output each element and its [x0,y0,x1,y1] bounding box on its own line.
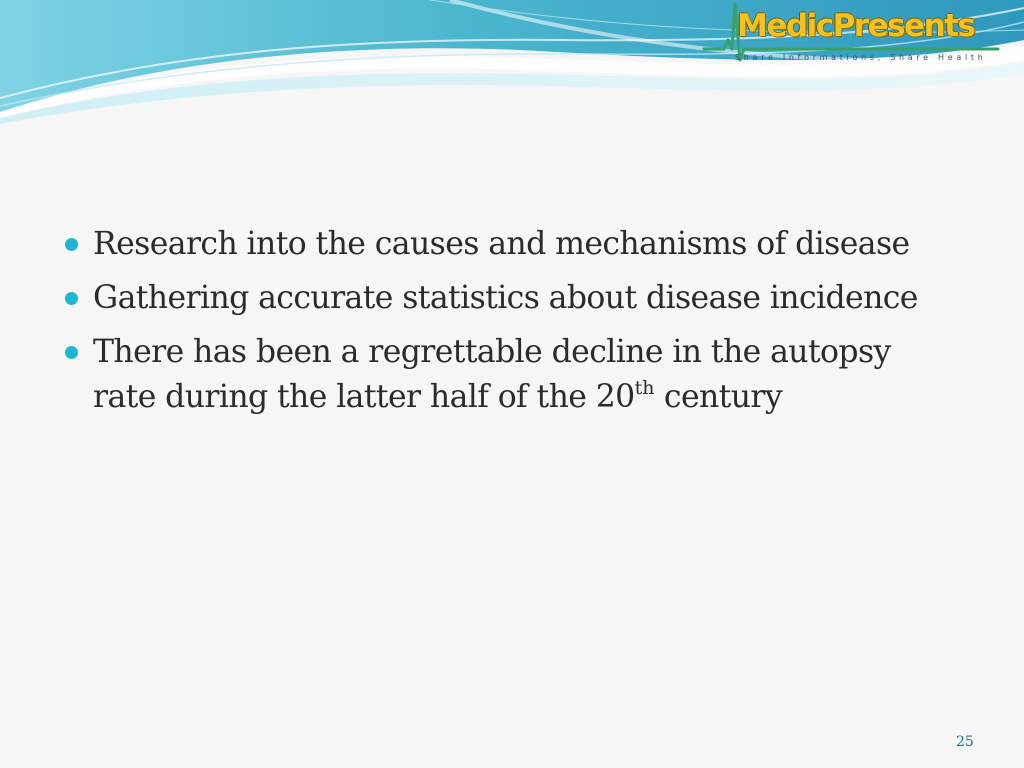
logo-wordmark: MedicPresents [737,8,975,44]
bullet-item [62,222,962,266]
bullet-text-tail: century [654,379,783,415]
bullet-list [62,222,962,430]
bullet-text-main: There has been a regrettable decline in the autopsy rate during the latter half of the 20 [93,334,891,415]
bullet-text [93,334,891,415]
page-number: 25 [956,734,974,750]
logo-tagline: Share Informations, Share Health [735,53,987,62]
bullet-text: Gathering accurate statistics about disease incidence [93,280,918,316]
bullet-item [62,276,962,320]
bullet-item [62,330,962,420]
bullet-dot-icon [65,346,78,359]
bullet-dot-icon [65,292,78,305]
bullet-dot-icon [65,238,78,251]
bullet-text: Research into the causes and mechanisms of disease [93,226,910,262]
ordinal-superscript: th [634,377,655,399]
medicpresents-logo [702,2,1002,66]
